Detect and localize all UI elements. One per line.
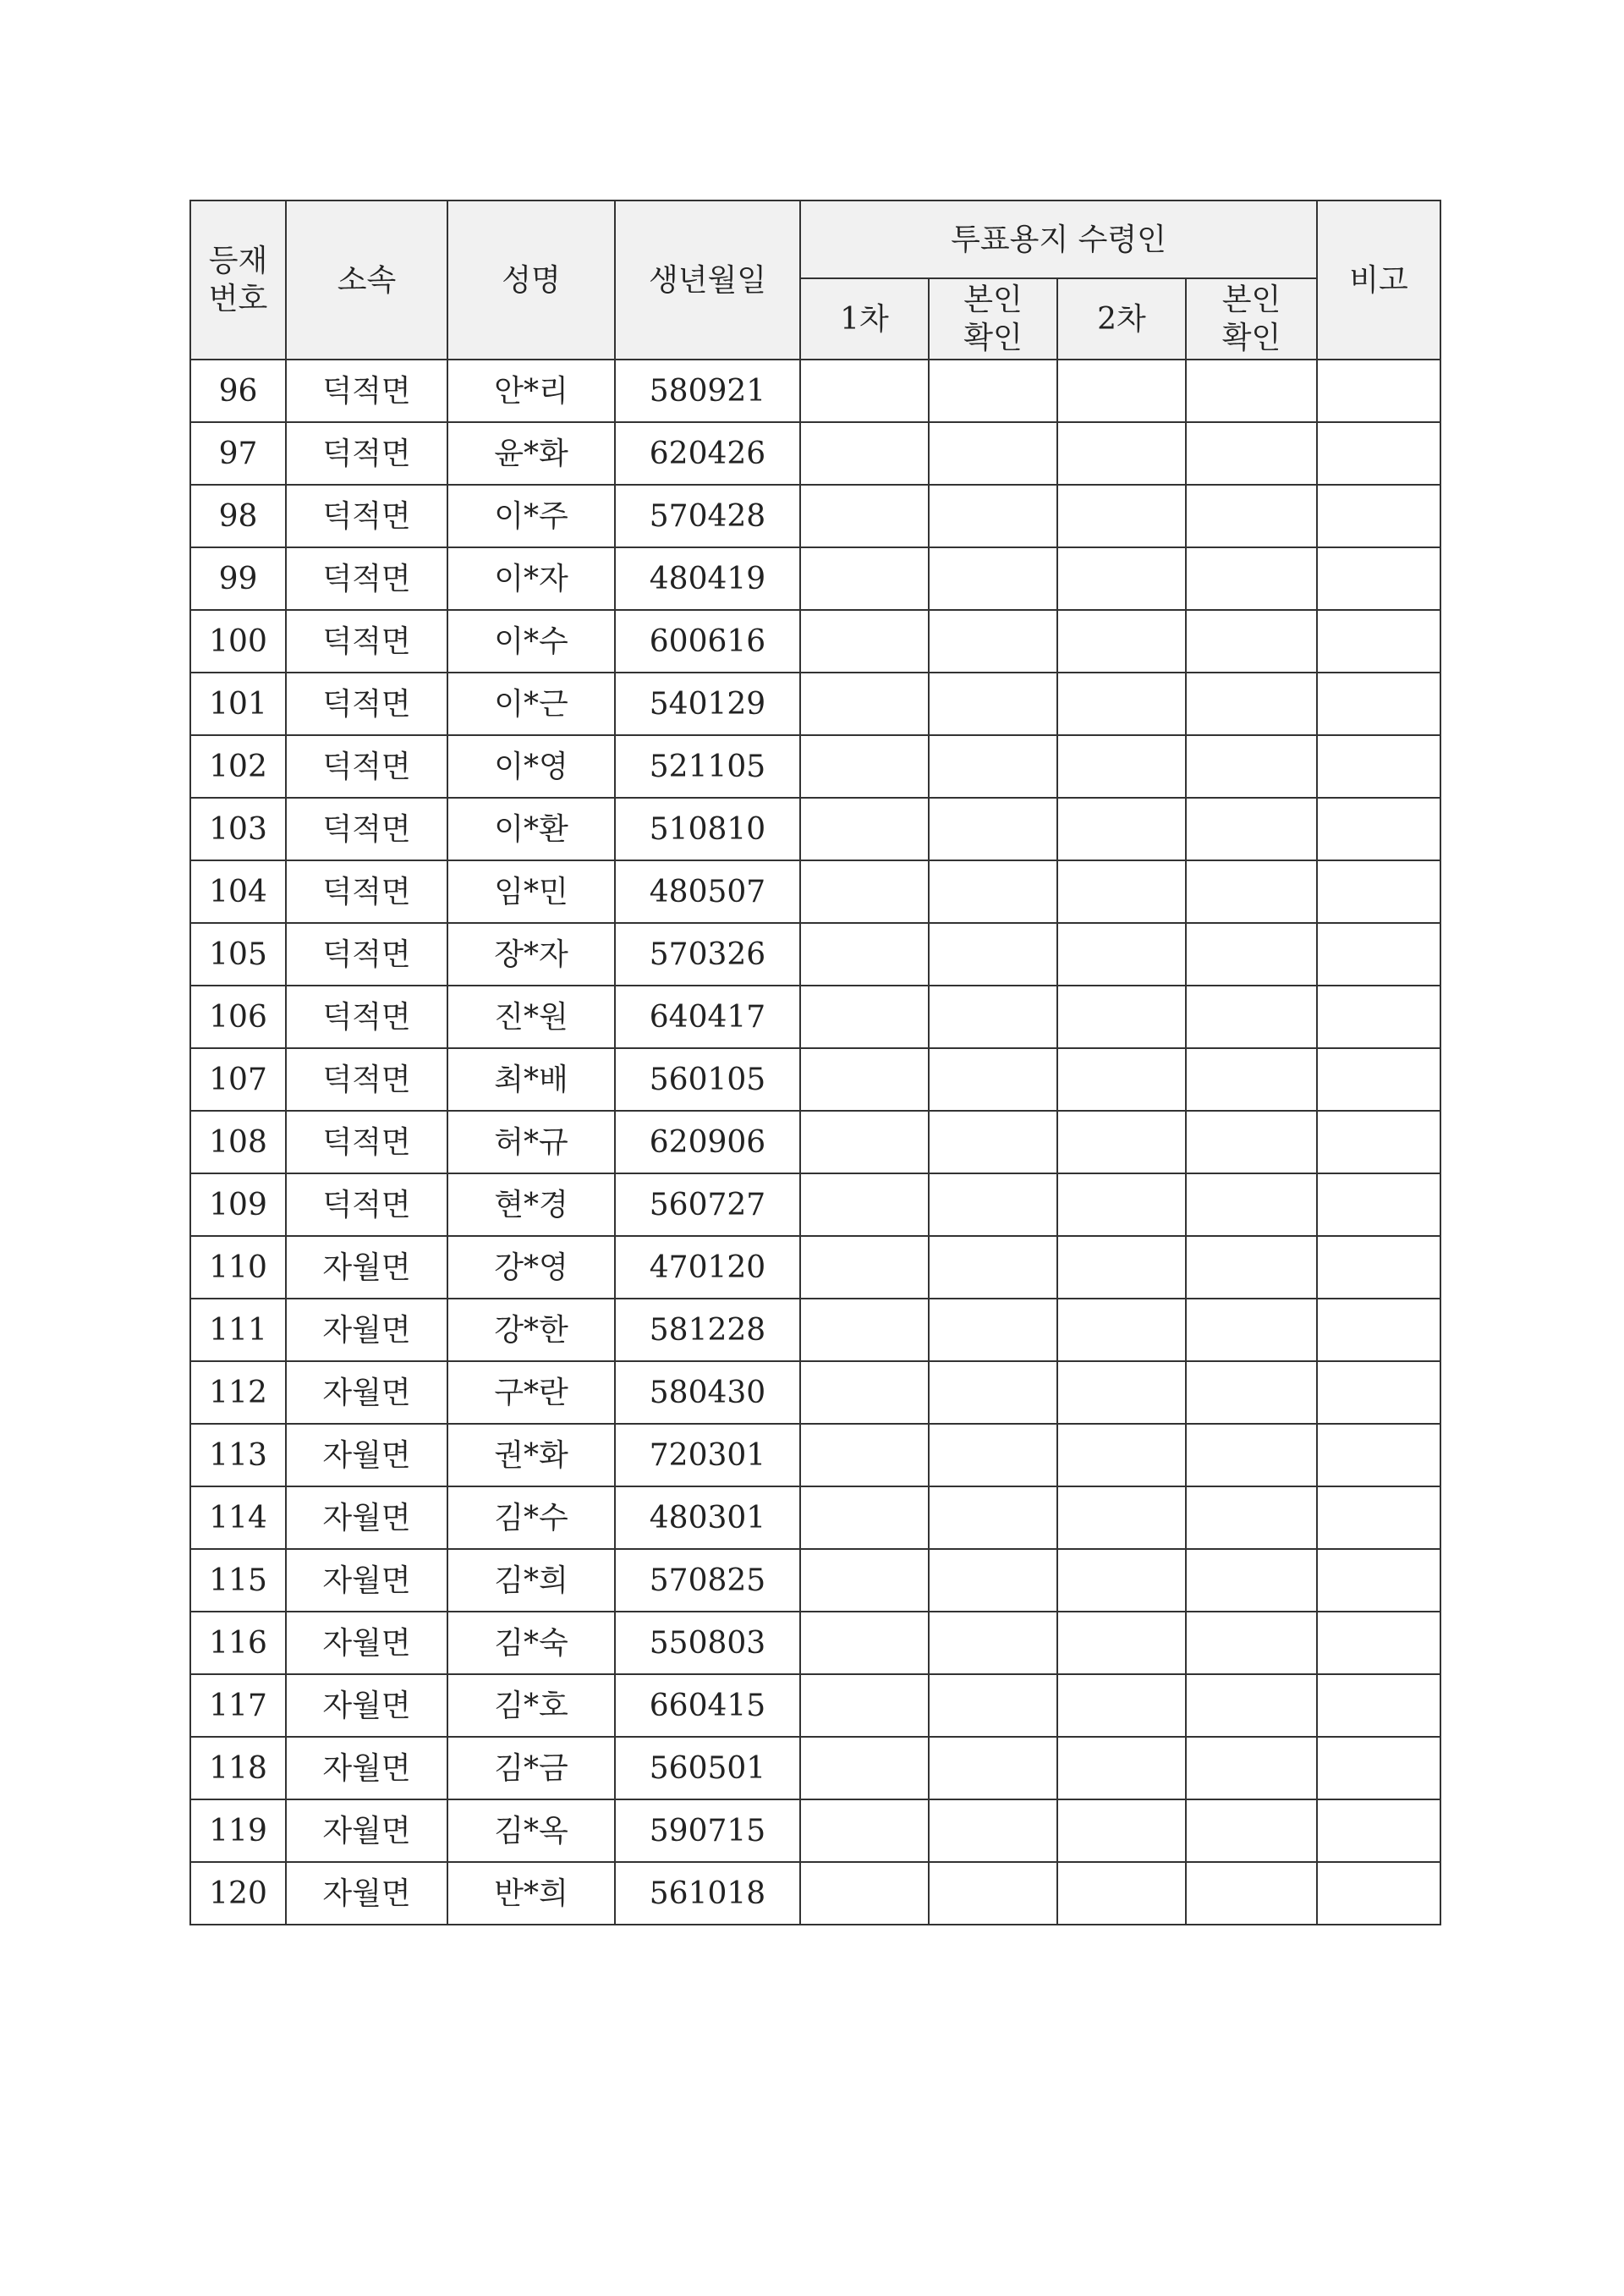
cell-confirm1 — [929, 1486, 1057, 1549]
cell-confirm2 — [1186, 360, 1317, 422]
cell-name: 김*수 — [447, 1486, 615, 1549]
cell-confirm1 — [929, 360, 1057, 422]
table-row — [190, 1486, 1440, 1549]
cell-reg-no: 108 — [190, 1111, 286, 1173]
cell-affiliation: 자월면 — [286, 1361, 447, 1424]
cell-round2 — [1057, 1737, 1186, 1799]
cell-affiliation: 덕적면 — [286, 1111, 447, 1173]
cell-remarks — [1317, 673, 1440, 735]
cell-affiliation: 덕적면 — [286, 673, 447, 735]
table-row — [190, 1424, 1440, 1486]
cell-confirm1 — [929, 1299, 1057, 1361]
confirm1-line1: 본인 — [963, 283, 1023, 317]
col-confirm2 — [1186, 278, 1317, 360]
table-row — [190, 798, 1440, 860]
cell-birthdate: 560105 — [615, 1048, 800, 1111]
cell-round2 — [1057, 1862, 1186, 1925]
cell-remarks — [1317, 1674, 1440, 1737]
cell-round1 — [800, 1486, 929, 1549]
cell-reg-no: 109 — [190, 1173, 286, 1236]
cell-name: 장*자 — [447, 923, 615, 986]
cell-birthdate: 600616 — [615, 610, 800, 673]
cell-name: 구*란 — [447, 1361, 615, 1424]
cell-confirm1 — [929, 1361, 1057, 1424]
cell-affiliation: 자월면 — [286, 1299, 447, 1361]
table-row — [190, 1173, 1440, 1236]
cell-name: 이*수 — [447, 610, 615, 673]
cell-round1 — [800, 1612, 929, 1674]
table-row — [190, 1236, 1440, 1299]
cell-affiliation: 덕적면 — [286, 923, 447, 986]
table-row — [190, 923, 1440, 986]
cell-round1 — [800, 673, 929, 735]
col-reg-no — [190, 200, 286, 360]
cell-confirm2 — [1186, 1048, 1317, 1111]
cell-round1 — [800, 735, 929, 798]
cell-birthdate: 561018 — [615, 1862, 800, 1925]
cell-round1 — [800, 860, 929, 923]
cell-remarks — [1317, 1361, 1440, 1424]
cell-remarks — [1317, 1612, 1440, 1674]
cell-affiliation: 자월면 — [286, 1236, 447, 1299]
cell-name: 권*화 — [447, 1424, 615, 1486]
cell-birthdate: 590715 — [615, 1799, 800, 1862]
cell-reg-no: 114 — [190, 1486, 286, 1549]
cell-remarks — [1317, 986, 1440, 1048]
cell-birthdate: 660415 — [615, 1674, 800, 1737]
cell-round1 — [800, 923, 929, 986]
table-row — [190, 1862, 1440, 1925]
table-row — [190, 1299, 1440, 1361]
cell-confirm2 — [1186, 1737, 1317, 1799]
cell-confirm1 — [929, 610, 1057, 673]
cell-round2 — [1057, 1612, 1186, 1674]
cell-affiliation: 덕적면 — [286, 986, 447, 1048]
cell-round2 — [1057, 1361, 1186, 1424]
cell-round2 — [1057, 986, 1186, 1048]
cell-confirm1 — [929, 547, 1057, 610]
cell-birthdate: 580921 — [615, 360, 800, 422]
cell-round2 — [1057, 547, 1186, 610]
table-row — [190, 986, 1440, 1048]
col-remarks: 비고 — [1317, 200, 1440, 360]
cell-confirm2 — [1186, 1111, 1317, 1173]
cell-round1 — [800, 610, 929, 673]
cell-confirm1 — [929, 1173, 1057, 1236]
reg-no-line1: 등재 — [208, 244, 268, 278]
cell-remarks — [1317, 1299, 1440, 1361]
cell-affiliation: 덕적면 — [286, 860, 447, 923]
cell-remarks — [1317, 1424, 1440, 1486]
cell-confirm1 — [929, 923, 1057, 986]
cell-remarks — [1317, 1048, 1440, 1111]
cell-round1 — [800, 1299, 929, 1361]
cell-confirm2 — [1186, 1299, 1317, 1361]
table-row — [190, 1612, 1440, 1674]
cell-round2 — [1057, 1424, 1186, 1486]
cell-round2 — [1057, 1048, 1186, 1111]
cell-confirm1 — [929, 485, 1057, 547]
cell-remarks — [1317, 547, 1440, 610]
cell-round2 — [1057, 422, 1186, 485]
cell-name: 반*희 — [447, 1862, 615, 1925]
cell-round2 — [1057, 1799, 1186, 1862]
cell-reg-no: 119 — [190, 1799, 286, 1862]
cell-confirm2 — [1186, 986, 1317, 1048]
cell-name: 강*영 — [447, 1236, 615, 1299]
cell-round2 — [1057, 798, 1186, 860]
cell-name: 김*숙 — [447, 1612, 615, 1674]
cell-affiliation: 자월면 — [286, 1549, 447, 1612]
table-row — [190, 422, 1440, 485]
table-row — [190, 360, 1440, 422]
col-round2: 2차 — [1057, 278, 1186, 360]
cell-name: 윤*화 — [447, 422, 615, 485]
cell-round2 — [1057, 1236, 1186, 1299]
cell-remarks — [1317, 860, 1440, 923]
col-confirm1 — [929, 278, 1057, 360]
cell-confirm2 — [1186, 735, 1317, 798]
cell-reg-no: 102 — [190, 735, 286, 798]
cell-confirm2 — [1186, 1236, 1317, 1299]
cell-round1 — [800, 1799, 929, 1862]
cell-reg-no: 104 — [190, 860, 286, 923]
table-body — [190, 360, 1440, 1925]
table-row — [190, 1048, 1440, 1111]
cell-round1 — [800, 1048, 929, 1111]
cell-round1 — [800, 547, 929, 610]
cell-remarks — [1317, 798, 1440, 860]
cell-affiliation: 자월면 — [286, 1612, 447, 1674]
cell-confirm2 — [1186, 923, 1317, 986]
cell-reg-no: 107 — [190, 1048, 286, 1111]
cell-reg-no: 117 — [190, 1674, 286, 1737]
cell-round2 — [1057, 610, 1186, 673]
cell-confirm1 — [929, 1111, 1057, 1173]
cell-name: 김*희 — [447, 1549, 615, 1612]
cell-confirm2 — [1186, 798, 1317, 860]
cell-remarks — [1317, 422, 1440, 485]
cell-birthdate: 640417 — [615, 986, 800, 1048]
cell-reg-no: 111 — [190, 1299, 286, 1361]
table-row — [190, 1674, 1440, 1737]
cell-round1 — [800, 1737, 929, 1799]
cell-round1 — [800, 1236, 929, 1299]
cell-remarks — [1317, 923, 1440, 986]
cell-name: 김*호 — [447, 1674, 615, 1737]
cell-confirm1 — [929, 860, 1057, 923]
cell-reg-no: 98 — [190, 485, 286, 547]
cell-affiliation: 자월면 — [286, 1486, 447, 1549]
cell-birthdate: 560501 — [615, 1737, 800, 1799]
col-birthdate: 생년월일 — [615, 200, 800, 360]
cell-reg-no: 120 — [190, 1862, 286, 1925]
cell-remarks — [1317, 610, 1440, 673]
confirm1-line2: 확인 — [963, 321, 1023, 355]
cell-remarks — [1317, 1737, 1440, 1799]
cell-round2 — [1057, 1299, 1186, 1361]
cell-reg-no: 105 — [190, 923, 286, 986]
cell-round2 — [1057, 860, 1186, 923]
cell-remarks — [1317, 1111, 1440, 1173]
cell-round1 — [800, 1549, 929, 1612]
cell-remarks — [1317, 1862, 1440, 1925]
cell-affiliation: 덕적면 — [286, 547, 447, 610]
cell-reg-no: 106 — [190, 986, 286, 1048]
cell-confirm2 — [1186, 422, 1317, 485]
cell-reg-no: 118 — [190, 1737, 286, 1799]
cell-birthdate: 560727 — [615, 1173, 800, 1236]
cell-reg-no: 113 — [190, 1424, 286, 1486]
cell-affiliation: 자월면 — [286, 1674, 447, 1737]
table-row — [190, 1549, 1440, 1612]
cell-confirm2 — [1186, 1612, 1317, 1674]
cell-name: 임*민 — [447, 860, 615, 923]
cell-birthdate: 510810 — [615, 798, 800, 860]
cell-reg-no: 116 — [190, 1612, 286, 1674]
cell-name: 김*금 — [447, 1737, 615, 1799]
cell-name: 현*경 — [447, 1173, 615, 1236]
cell-round1 — [800, 1111, 929, 1173]
cell-round1 — [800, 1424, 929, 1486]
cell-confirm2 — [1186, 1799, 1317, 1862]
cell-birthdate: 480507 — [615, 860, 800, 923]
cell-affiliation: 덕적면 — [286, 360, 447, 422]
cell-reg-no: 112 — [190, 1361, 286, 1424]
cell-birthdate: 620906 — [615, 1111, 800, 1173]
table-row — [190, 547, 1440, 610]
cell-affiliation: 자월면 — [286, 1737, 447, 1799]
cell-birthdate: 570825 — [615, 1549, 800, 1612]
cell-confirm1 — [929, 798, 1057, 860]
cell-birthdate: 540129 — [615, 673, 800, 735]
cell-round2 — [1057, 673, 1186, 735]
cell-round2 — [1057, 1486, 1186, 1549]
cell-confirm1 — [929, 735, 1057, 798]
col-name: 성명 — [447, 200, 615, 360]
cell-remarks — [1317, 1799, 1440, 1862]
cell-name: 이*자 — [447, 547, 615, 610]
cell-birthdate: 581228 — [615, 1299, 800, 1361]
cell-round2 — [1057, 1111, 1186, 1173]
table-row — [190, 735, 1440, 798]
table-row — [190, 860, 1440, 923]
cell-confirm1 — [929, 1862, 1057, 1925]
cell-round1 — [800, 798, 929, 860]
cell-confirm2 — [1186, 1486, 1317, 1549]
table-row — [190, 1799, 1440, 1862]
cell-remarks — [1317, 485, 1440, 547]
cell-confirm1 — [929, 1612, 1057, 1674]
cell-round1 — [800, 485, 929, 547]
cell-birthdate: 570428 — [615, 485, 800, 547]
cell-round2 — [1057, 735, 1186, 798]
cell-affiliation: 덕적면 — [286, 1173, 447, 1236]
confirm2-line1: 본인 — [1221, 283, 1281, 317]
cell-name: 강*한 — [447, 1299, 615, 1361]
cell-reg-no: 96 — [190, 360, 286, 422]
cell-affiliation: 덕적면 — [286, 422, 447, 485]
cell-remarks — [1317, 1236, 1440, 1299]
cell-round1 — [800, 1674, 929, 1737]
cell-name: 김*옥 — [447, 1799, 615, 1862]
cell-confirm2 — [1186, 860, 1317, 923]
cell-remarks — [1317, 360, 1440, 422]
cell-birthdate: 521105 — [615, 735, 800, 798]
cell-round1 — [800, 986, 929, 1048]
cell-confirm2 — [1186, 485, 1317, 547]
cell-round2 — [1057, 1674, 1186, 1737]
table-row — [190, 1111, 1440, 1173]
cell-remarks — [1317, 1486, 1440, 1549]
col-round1: 1차 — [800, 278, 929, 360]
cell-name: 허*규 — [447, 1111, 615, 1173]
table-header — [190, 200, 1440, 360]
cell-birthdate: 580430 — [615, 1361, 800, 1424]
cell-birthdate: 470120 — [615, 1236, 800, 1299]
cell-confirm2 — [1186, 1674, 1317, 1737]
cell-round1 — [800, 1862, 929, 1925]
voter-roster-table — [189, 200, 1441, 1925]
cell-confirm1 — [929, 1674, 1057, 1737]
col-ballot-recipient-group: 투표용지 수령인 — [800, 200, 1317, 278]
cell-name: 진*원 — [447, 986, 615, 1048]
cell-remarks — [1317, 1173, 1440, 1236]
table-row — [190, 1737, 1440, 1799]
cell-affiliation: 자월면 — [286, 1862, 447, 1925]
table-row — [190, 1361, 1440, 1424]
cell-name: 이*주 — [447, 485, 615, 547]
cell-confirm2 — [1186, 1424, 1317, 1486]
cell-confirm1 — [929, 1424, 1057, 1486]
cell-confirm2 — [1186, 673, 1317, 735]
cell-affiliation: 덕적면 — [286, 485, 447, 547]
cell-round1 — [800, 422, 929, 485]
cell-confirm1 — [929, 1737, 1057, 1799]
cell-confirm2 — [1186, 610, 1317, 673]
cell-name: 이*환 — [447, 798, 615, 860]
cell-confirm1 — [929, 1236, 1057, 1299]
cell-birthdate: 570326 — [615, 923, 800, 986]
reg-no-line2: 번호 — [208, 282, 268, 316]
col-affiliation: 소속 — [286, 200, 447, 360]
cell-reg-no: 100 — [190, 610, 286, 673]
cell-birthdate: 480419 — [615, 547, 800, 610]
cell-round1 — [800, 1173, 929, 1236]
cell-birthdate: 550803 — [615, 1612, 800, 1674]
table-row — [190, 485, 1440, 547]
cell-round1 — [800, 1361, 929, 1424]
cell-affiliation: 자월면 — [286, 1424, 447, 1486]
cell-round2 — [1057, 360, 1186, 422]
cell-round1 — [800, 360, 929, 422]
cell-reg-no: 97 — [190, 422, 286, 485]
cell-confirm2 — [1186, 547, 1317, 610]
cell-reg-no: 99 — [190, 547, 286, 610]
cell-name: 최*배 — [447, 1048, 615, 1111]
cell-confirm2 — [1186, 1549, 1317, 1612]
cell-round2 — [1057, 485, 1186, 547]
cell-reg-no: 101 — [190, 673, 286, 735]
cell-confirm2 — [1186, 1862, 1317, 1925]
cell-name: 안*리 — [447, 360, 615, 422]
cell-confirm1 — [929, 1048, 1057, 1111]
cell-confirm2 — [1186, 1173, 1317, 1236]
cell-round2 — [1057, 1173, 1186, 1236]
cell-affiliation: 덕적면 — [286, 1048, 447, 1111]
cell-confirm2 — [1186, 1361, 1317, 1424]
confirm2-line2: 확인 — [1221, 321, 1281, 355]
cell-reg-no: 115 — [190, 1549, 286, 1612]
cell-confirm1 — [929, 673, 1057, 735]
cell-name: 이*영 — [447, 735, 615, 798]
cell-birthdate: 720301 — [615, 1424, 800, 1486]
cell-birthdate: 480301 — [615, 1486, 800, 1549]
cell-name: 이*근 — [447, 673, 615, 735]
cell-confirm1 — [929, 1799, 1057, 1862]
cell-reg-no: 110 — [190, 1236, 286, 1299]
cell-confirm1 — [929, 986, 1057, 1048]
cell-reg-no: 103 — [190, 798, 286, 860]
cell-remarks — [1317, 1549, 1440, 1612]
cell-remarks — [1317, 735, 1440, 798]
cell-affiliation: 자월면 — [286, 1799, 447, 1862]
cell-round2 — [1057, 1549, 1186, 1612]
cell-confirm1 — [929, 422, 1057, 485]
cell-affiliation: 덕적면 — [286, 610, 447, 673]
cell-affiliation: 덕적면 — [286, 735, 447, 798]
cell-birthdate: 620426 — [615, 422, 800, 485]
cell-affiliation: 덕적면 — [286, 798, 447, 860]
cell-confirm1 — [929, 1549, 1057, 1612]
table-row — [190, 610, 1440, 673]
table-row — [190, 673, 1440, 735]
cell-round2 — [1057, 923, 1186, 986]
